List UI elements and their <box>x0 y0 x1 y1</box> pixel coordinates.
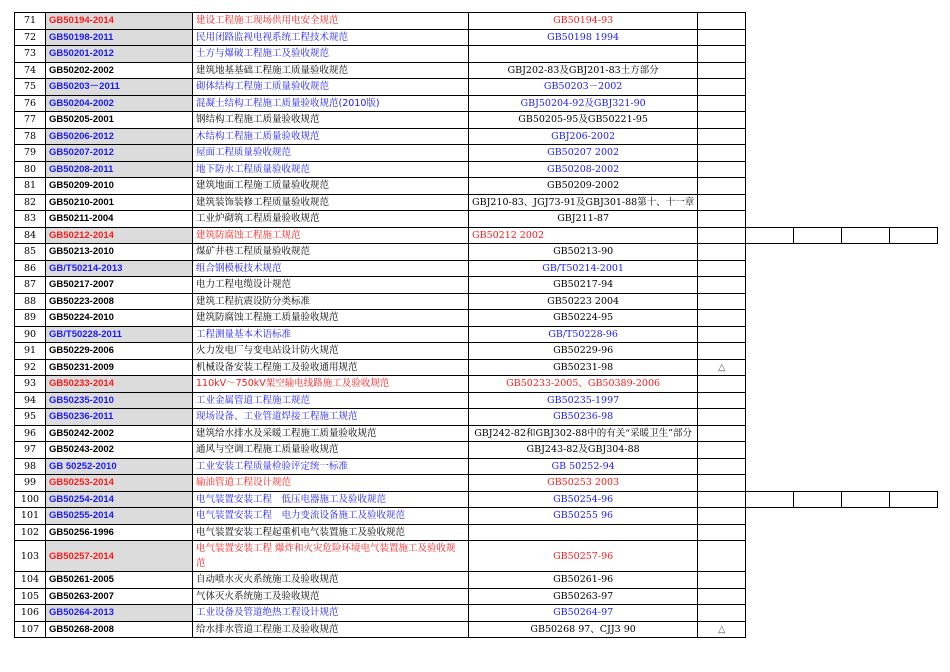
mark-cell[interactable] <box>698 326 746 343</box>
row-number-cell[interactable]: 71 <box>15 13 46 30</box>
mark-cell[interactable] <box>698 277 746 294</box>
mark-cell[interactable] <box>698 458 746 475</box>
standard-code-cell[interactable]: GB50208-2011 <box>46 161 193 178</box>
standard-code-cell[interactable]: GB50243-2002 <box>46 442 193 459</box>
table-row[interactable] <box>15 277 938 294</box>
extra-cell[interactable] <box>842 491 890 508</box>
row-number-cell[interactable]: 96 <box>15 425 46 442</box>
standard-name-cell[interactable]: 煤矿井巷工程质量验收规范 <box>193 244 469 261</box>
mark-cell[interactable] <box>698 475 746 492</box>
row-number-cell[interactable]: 89 <box>15 310 46 327</box>
table-row[interactable] <box>15 178 938 195</box>
row-number-cell[interactable]: 87 <box>15 277 46 294</box>
replaced-standard-cell[interactable]: GBJ50204-92及GBJ321-90 <box>469 95 698 112</box>
standard-code-cell[interactable]: GB50255-2014 <box>46 508 193 525</box>
replaced-standard-cell[interactable]: GB50263-97 <box>469 588 698 605</box>
mark-cell[interactable] <box>698 244 746 261</box>
row-number-cell[interactable]: 107 <box>15 621 46 638</box>
row-number-cell[interactable]: 102 <box>15 524 46 541</box>
row-number-cell[interactable]: 78 <box>15 128 46 145</box>
table-row[interactable] <box>15 161 938 178</box>
row-number-cell[interactable]: 88 <box>15 293 46 310</box>
mark-cell[interactable] <box>698 13 746 30</box>
table-row[interactable] <box>15 112 938 129</box>
table-row[interactable] <box>15 442 938 459</box>
mark-cell[interactable] <box>698 442 746 459</box>
standard-name-cell[interactable]: 工业设备及管道绝热工程设计规范 <box>193 605 469 622</box>
standard-code-cell[interactable]: GB/T50214-2013 <box>46 260 193 277</box>
extra-cell[interactable] <box>746 491 794 508</box>
replaced-standard-cell[interactable] <box>469 524 698 541</box>
mark-cell[interactable] <box>698 194 746 211</box>
replaced-standard-cell[interactable]: GB50208-2002 <box>469 161 698 178</box>
table-row[interactable] <box>15 128 938 145</box>
row-number-cell[interactable]: 91 <box>15 343 46 360</box>
standard-name-cell[interactable]: 通风与空调工程施工质量验收规范 <box>193 442 469 459</box>
row-number-cell[interactable]: 100 <box>15 491 46 508</box>
standard-code-cell[interactable]: GB50209-2010 <box>46 178 193 195</box>
standard-name-cell[interactable]: 组合钢模板技术规范 <box>193 260 469 277</box>
standard-code-cell[interactable]: GB50204-2002 <box>46 95 193 112</box>
standard-name-cell[interactable]: 建筑防腐蚀工程施工规范 <box>193 227 469 244</box>
table-row[interactable] <box>15 621 938 638</box>
standard-code-cell[interactable]: GB50235-2010 <box>46 392 193 409</box>
table-row[interactable] <box>15 359 938 376</box>
extra-cell[interactable] <box>842 227 890 244</box>
standard-code-cell[interactable]: GB50211-2004 <box>46 211 193 228</box>
mark-cell[interactable] <box>698 211 746 228</box>
standard-name-cell[interactable]: 给水排水管道工程施工及验收规范 <box>193 621 469 638</box>
standard-code-cell[interactable]: GB 50252-2010 <box>46 458 193 475</box>
row-number-cell[interactable]: 73 <box>15 46 46 63</box>
standard-code-cell[interactable]: GB50207-2012 <box>46 145 193 162</box>
row-number-cell[interactable]: 101 <box>15 508 46 525</box>
standard-code-cell[interactable]: GB50256-1996 <box>46 524 193 541</box>
mark-cell[interactable] <box>698 260 746 277</box>
replaced-standard-cell[interactable]: GBJ243-82及GBJ304-88 <box>469 442 698 459</box>
replaced-standard-cell[interactable]: GB50205-95及GB50221-95 <box>469 112 698 129</box>
standard-name-cell[interactable]: 建筑地基基础工程施工质量验收规范 <box>193 62 469 79</box>
mark-cell[interactable] <box>698 491 746 508</box>
row-number-cell[interactable]: 103 <box>15 541 46 572</box>
extra-cell[interactable] <box>890 491 938 508</box>
row-number-cell[interactable]: 105 <box>15 588 46 605</box>
mark-cell[interactable] <box>698 128 746 145</box>
mark-cell[interactable] <box>698 541 746 572</box>
table-row[interactable] <box>15 475 938 492</box>
standard-name-cell[interactable]: 建筑工程抗震设防分类标准 <box>193 293 469 310</box>
standard-code-cell[interactable]: GB50261-2005 <box>46 572 193 589</box>
row-number-cell[interactable]: 83 <box>15 211 46 228</box>
row-number-cell[interactable]: 94 <box>15 392 46 409</box>
standard-code-cell[interactable]: GB50264-2013 <box>46 605 193 622</box>
standard-name-cell[interactable]: 建设工程施工现场供用电安全规范 <box>193 13 469 30</box>
replaced-standard-cell[interactable]: GB50233-2005、GB50389-2006 <box>469 376 698 393</box>
standard-code-cell[interactable]: GB50233-2014 <box>46 376 193 393</box>
standard-code-cell[interactable]: GB50242-2002 <box>46 425 193 442</box>
row-number-cell[interactable]: 85 <box>15 244 46 261</box>
row-number-cell[interactable]: 90 <box>15 326 46 343</box>
standard-code-cell[interactable]: GB50194-2014 <box>46 13 193 30</box>
row-number-cell[interactable]: 84 <box>15 227 46 244</box>
standard-code-cell[interactable]: GB50206-2012 <box>46 128 193 145</box>
extra-cell[interactable] <box>794 227 842 244</box>
extra-cell[interactable] <box>890 227 938 244</box>
table-row[interactable] <box>15 524 938 541</box>
standard-name-cell[interactable]: 电气装置安装工程 电力变流设备施工及验收规范 <box>193 508 469 525</box>
mark-cell[interactable] <box>698 29 746 46</box>
row-number-cell[interactable]: 72 <box>15 29 46 46</box>
row-number-cell[interactable]: 74 <box>15 62 46 79</box>
replaced-standard-cell[interactable]: GBJ206-2002 <box>469 128 698 145</box>
replaced-standard-cell[interactable] <box>469 46 698 63</box>
standard-code-cell[interactable]: GB50212-2014 <box>46 227 193 244</box>
standard-name-cell[interactable]: 工业炉砌筑工程质量验收规范 <box>193 211 469 228</box>
replaced-standard-cell[interactable]: GB50209-2002 <box>469 178 698 195</box>
standard-name-cell[interactable]: 建筑给水排水及采暖工程施工质量验收规范 <box>193 425 469 442</box>
standard-code-cell[interactable]: GB50201-2012 <box>46 46 193 63</box>
standard-code-cell[interactable]: GB50236-2011 <box>46 409 193 426</box>
table-row[interactable] <box>15 326 938 343</box>
standard-code-cell[interactable]: GB50217-2007 <box>46 277 193 294</box>
mark-cell[interactable] <box>698 161 746 178</box>
standard-name-cell[interactable]: 电气装置安装工程 爆炸和火灾危险环境电气装置施工及验收规范 <box>193 541 469 572</box>
standard-code-cell[interactable]: GB50203－2011 <box>46 79 193 96</box>
mark-cell[interactable] <box>698 524 746 541</box>
replaced-standard-cell[interactable]: GB50254-96 <box>469 491 698 508</box>
table-row[interactable] <box>15 572 938 589</box>
standard-name-cell[interactable]: 民用闭路监视电视系统工程技术规范 <box>193 29 469 46</box>
replaced-standard-cell[interactable]: GB50194-93 <box>469 13 698 30</box>
table-row[interactable] <box>15 343 938 360</box>
replaced-standard-cell[interactable]: GB50212 2002 <box>469 227 698 244</box>
standard-code-cell[interactable]: GB50263-2007 <box>46 588 193 605</box>
mark-cell[interactable] <box>698 425 746 442</box>
mark-cell[interactable] <box>698 145 746 162</box>
standard-name-cell[interactable]: 电气装置安装工程 低压电器施工及验收规范 <box>193 491 469 508</box>
standard-name-cell[interactable]: 气体灭火系统施工及验收规范 <box>193 588 469 605</box>
replaced-standard-cell[interactable]: GB50255 96 <box>469 508 698 525</box>
extra-cell[interactable] <box>746 227 794 244</box>
standard-code-cell[interactable]: GB50198-2011 <box>46 29 193 46</box>
standard-name-cell[interactable]: 电气装置安装工程起重机电气装置施工及验收规范 <box>193 524 469 541</box>
standard-name-cell[interactable]: 钢结构工程施工质量验收规范 <box>193 112 469 129</box>
replaced-standard-cell[interactable]: GB/T50228-96 <box>469 326 698 343</box>
mark-cell[interactable] <box>698 588 746 605</box>
replaced-standard-cell[interactable]: GBJ242-82和GBJ302-88中的有关“采暖卫生”部分 <box>469 425 698 442</box>
replaced-standard-cell[interactable]: GB/T50214-2001 <box>469 260 698 277</box>
standard-code-cell[interactable]: GB50254-2014 <box>46 491 193 508</box>
mark-cell[interactable] <box>698 62 746 79</box>
mark-cell[interactable] <box>698 95 746 112</box>
table-row[interactable] <box>15 541 938 572</box>
row-number-cell[interactable]: 104 <box>15 572 46 589</box>
standard-name-cell[interactable]: 建筑装饰装修工程质量验收规范 <box>193 194 469 211</box>
standard-name-cell[interactable]: 输油管道工程设计规范 <box>193 475 469 492</box>
replaced-standard-cell[interactable]: GB50224-95 <box>469 310 698 327</box>
standard-name-cell[interactable]: 110kV～750kV架空输电线路施工及验收规范 <box>193 376 469 393</box>
replaced-standard-cell[interactable]: GB50229-96 <box>469 343 698 360</box>
standards-table <box>14 12 938 638</box>
table-row[interactable] <box>15 194 938 211</box>
table-row[interactable] <box>15 491 938 508</box>
standard-code-cell[interactable]: GB50231-2009 <box>46 359 193 376</box>
replaced-standard-cell[interactable]: GB50264-97 <box>469 605 698 622</box>
replaced-standard-cell[interactable]: GBJ211-87 <box>469 211 698 228</box>
replaced-standard-cell[interactable]: GB50231-98 <box>469 359 698 376</box>
replaced-standard-cell[interactable]: GBJ202-83及GBJ201-83土方部分 <box>469 62 698 79</box>
replaced-standard-cell[interactable]: GB50213-90 <box>469 244 698 261</box>
replaced-standard-cell[interactable]: GB 50252-94 <box>469 458 698 475</box>
table-row[interactable] <box>15 376 938 393</box>
table-row[interactable] <box>15 13 938 30</box>
standard-name-cell[interactable]: 砌体结构工程施工质量验收规范 <box>193 79 469 96</box>
standard-code-cell[interactable]: GB50257-2014 <box>46 541 193 572</box>
table-row[interactable] <box>15 392 938 409</box>
row-number-cell[interactable]: 80 <box>15 161 46 178</box>
table-row[interactable] <box>15 244 938 261</box>
row-number-cell[interactable]: 93 <box>15 376 46 393</box>
row-number-cell[interactable]: 75 <box>15 79 46 96</box>
table-row[interactable] <box>15 605 938 622</box>
row-number-cell[interactable]: 95 <box>15 409 46 426</box>
standard-code-cell[interactable]: GB50229-2006 <box>46 343 193 360</box>
replaced-standard-cell[interactable]: GB50217-94 <box>469 277 698 294</box>
row-number-cell[interactable]: 86 <box>15 260 46 277</box>
mark-cell[interactable] <box>698 392 746 409</box>
mark-cell[interactable] <box>698 79 746 96</box>
replaced-standard-cell[interactable]: GB50253 2003 <box>469 475 698 492</box>
standard-code-cell[interactable]: GB50224-2010 <box>46 310 193 327</box>
standard-name-cell[interactable]: 地下防水工程质量验收规范 <box>193 161 469 178</box>
standard-code-cell[interactable]: GB50210-2001 <box>46 194 193 211</box>
standard-code-cell[interactable]: GB50268-2008 <box>46 621 193 638</box>
mark-cell[interactable] <box>698 293 746 310</box>
standard-code-cell[interactable]: GB50213-2010 <box>46 244 193 261</box>
replaced-standard-cell[interactable]: GB50257-96 <box>469 541 698 572</box>
mark-cell[interactable] <box>698 178 746 195</box>
replaced-standard-cell[interactable]: GB50236-98 <box>469 409 698 426</box>
replaced-standard-cell[interactable]: GB50268 97、CJJ3 90 <box>469 621 698 638</box>
replaced-standard-cell[interactable]: GB50261-96 <box>469 572 698 589</box>
row-number-cell[interactable]: 99 <box>15 475 46 492</box>
standard-name-cell[interactable]: 混凝土结构工程施工质量验收规范(2010版) <box>193 95 469 112</box>
table-row[interactable] <box>15 310 938 327</box>
standard-name-cell[interactable]: 屋面工程质量验收规范 <box>193 145 469 162</box>
standard-name-cell[interactable]: 电力工程电缆设计规范 <box>193 277 469 294</box>
row-number-cell[interactable]: 106 <box>15 605 46 622</box>
standard-code-cell[interactable]: GB50253-2014 <box>46 475 193 492</box>
standard-name-cell[interactable]: 工业金属管道工程施工规范 <box>193 392 469 409</box>
mark-cell[interactable] <box>698 46 746 63</box>
table-row[interactable] <box>15 409 938 426</box>
row-number-cell[interactable]: 81 <box>15 178 46 195</box>
table-row[interactable] <box>15 62 938 79</box>
standard-code-cell[interactable]: GB50205-2001 <box>46 112 193 129</box>
replaced-standard-cell[interactable]: GB50203－2002 <box>469 79 698 96</box>
row-number-cell[interactable]: 92 <box>15 359 46 376</box>
table-row[interactable] <box>15 227 938 244</box>
mark-cell[interactable]: △ <box>698 621 746 638</box>
table-row[interactable] <box>15 79 938 96</box>
mark-cell[interactable] <box>698 227 746 244</box>
table-row[interactable] <box>15 46 938 63</box>
row-number-cell[interactable]: 79 <box>15 145 46 162</box>
standards-table-body <box>15 13 938 638</box>
mark-cell[interactable] <box>698 343 746 360</box>
standard-code-cell[interactable]: GB50202-2002 <box>46 62 193 79</box>
standard-name-cell[interactable]: 土方与爆破工程施工及验收规范 <box>193 46 469 63</box>
standard-name-cell[interactable]: 火力发电厂与变电站设计防火规范 <box>193 343 469 360</box>
table-row[interactable] <box>15 211 938 228</box>
standard-name-cell[interactable]: 工程测量基本术语标准 <box>193 326 469 343</box>
mark-cell[interactable] <box>698 112 746 129</box>
mark-cell[interactable] <box>698 409 746 426</box>
extra-cell[interactable] <box>794 491 842 508</box>
replaced-standard-cell[interactable]: GB50235-1997 <box>469 392 698 409</box>
replaced-standard-cell[interactable]: GB50223 2004 <box>469 293 698 310</box>
standard-name-cell[interactable]: 建筑地面工程施工质量验收规范 <box>193 178 469 195</box>
table-row[interactable] <box>15 260 938 277</box>
table-row[interactable] <box>15 458 938 475</box>
standard-name-cell[interactable]: 自动喷水灭火系统施工及验收规范 <box>193 572 469 589</box>
replaced-standard-cell[interactable]: GBJ210-83、JGJ73-91及GBJ301-88第十、十一章 <box>469 194 698 211</box>
mark-cell[interactable]: △ <box>698 359 746 376</box>
replaced-standard-cell[interactable]: GB50198 1994 <box>469 29 698 46</box>
table-row[interactable] <box>15 588 938 605</box>
row-number-cell[interactable]: 97 <box>15 442 46 459</box>
table-row[interactable] <box>15 95 938 112</box>
row-number-cell[interactable]: 82 <box>15 194 46 211</box>
mark-cell[interactable] <box>698 605 746 622</box>
replaced-standard-cell[interactable]: GB50207 2002 <box>469 145 698 162</box>
table-row[interactable] <box>15 145 938 162</box>
table-row[interactable] <box>15 508 938 525</box>
row-number-cell[interactable]: 76 <box>15 95 46 112</box>
row-number-cell[interactable]: 98 <box>15 458 46 475</box>
table-row[interactable] <box>15 29 938 46</box>
table-row[interactable] <box>15 293 938 310</box>
mark-cell[interactable] <box>698 572 746 589</box>
standard-code-cell[interactable]: GB50223-2008 <box>46 293 193 310</box>
mark-cell[interactable] <box>698 310 746 327</box>
standard-name-cell[interactable]: 工业安装工程质量检验评定统一标准 <box>193 458 469 475</box>
standard-code-cell[interactable]: GB/T50228-2011 <box>46 326 193 343</box>
standard-name-cell[interactable]: 木结构工程施工质量验收规范 <box>193 128 469 145</box>
standard-name-cell[interactable]: 现场设备、工业管道焊接工程施工规范 <box>193 409 469 426</box>
standard-name-cell[interactable]: 建筑防腐蚀工程施工质量验收规范 <box>193 310 469 327</box>
mark-cell[interactable] <box>698 508 746 525</box>
mark-cell[interactable] <box>698 376 746 393</box>
row-number-cell[interactable]: 77 <box>15 112 46 129</box>
standard-name-cell[interactable]: 机械设备安装工程施工及验收通用规范 <box>193 359 469 376</box>
table-row[interactable] <box>15 425 938 442</box>
